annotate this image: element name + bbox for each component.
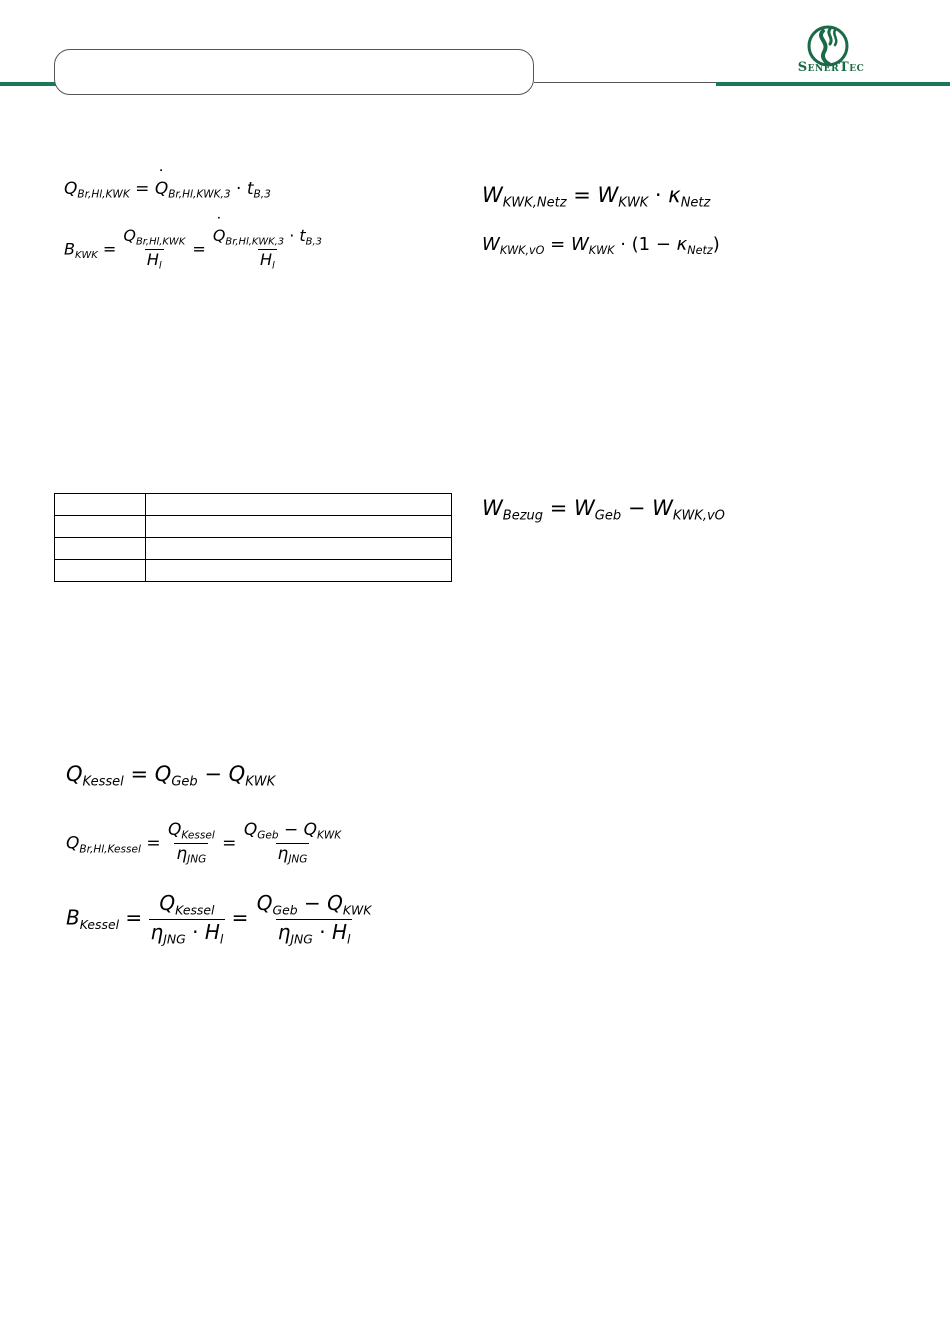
data-table: [54, 493, 452, 582]
header-divider-line: [534, 82, 716, 83]
table-cell: [146, 560, 452, 582]
header-accent-line-right: [716, 82, 950, 86]
table-cell: [55, 516, 146, 538]
table-cell: [55, 494, 146, 516]
table-cell: [55, 560, 146, 582]
table-cell: [146, 538, 452, 560]
formula-q-br-hl-kwk: $Q_{Br,Hl,KWK}$ = ˙ $Q_{Br,Hl,KWK,3} \cdot t_{B,3}$: [64, 181, 271, 200]
table-row: [55, 516, 452, 538]
formula-b-kessel: $B_{Kessel}$ = $\frac{Q_{Kessel}}{\eta_{JNG} \cdot H_l}$ = $\frac{Q_{Geb} - Q_{KWK}}{\eta_{JNG} \cdot H_l}$: [66, 891, 372, 947]
table-cell: [55, 538, 146, 560]
table-row: [55, 560, 452, 582]
logo-wordmark: SenerTec: [797, 60, 865, 75]
table-row: [55, 538, 452, 560]
header-accent-line-left: [0, 82, 58, 86]
formula-w-kwk-vo: $W_{KWK,vO} = W_{KWK} \cdot (1 - \kappa_{Netz})$: [482, 234, 720, 257]
formula-w-bezug: $W_{Bezug} = W_{Geb} - W_{KWK,vO}$: [482, 496, 725, 524]
formula-q-br-hl-kessel: $Q_{Br,Hl,Kessel}$ = $\frac{Q_{Kessel}}{\eta_{JNG}}$ = $\frac{Q_{Geb} - Q_{KWK}}{\eta_{JNG}}$: [66, 820, 342, 866]
formula-q-kessel: $Q_{Kessel} = Q_{Geb} - Q_{KWK}$: [66, 762, 276, 790]
formula-b-kwk: $B_{KWK}$ = $\frac{Q_{Br,Hl,KWK}}{H_l}$ = ˙ $\frac{Q_{Br,Hl,KWK,3} \cdot t_{B,3}}{H_l}$: [64, 228, 324, 272]
table-row: [55, 494, 452, 516]
formula-w-kwk-netz: $W_{KWK,Netz} = W_{KWK} \cdot \kappa_{Netz}$: [482, 183, 711, 211]
table-cell: [146, 494, 452, 516]
table-cell: [146, 516, 452, 538]
header-title-box: [54, 49, 534, 95]
